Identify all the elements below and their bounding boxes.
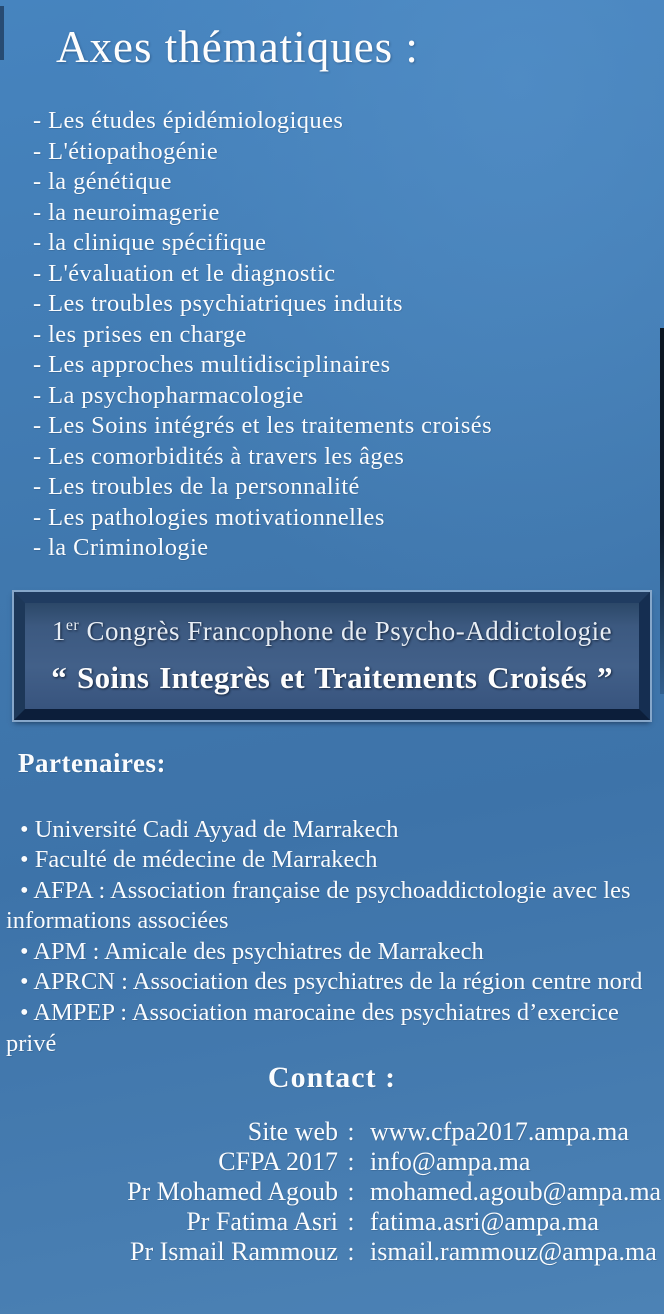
theme-item: - Les pathologies motivationnelles bbox=[33, 503, 385, 531]
theme-item: - les prises en charge bbox=[33, 320, 247, 348]
congress-banner bbox=[14, 592, 650, 720]
contact-row-separator: : bbox=[347, 1177, 355, 1207]
theme-item: - Les troubles psychiatriques induits bbox=[33, 290, 403, 317]
contact-row-separator: : bbox=[347, 1237, 355, 1267]
partner-item: • Faculté de médecine de Marrakech bbox=[20, 846, 378, 874]
theme-item: - Les troubles de la personnalité bbox=[33, 473, 360, 500]
contact-rows bbox=[0, 1117, 664, 1267]
contact-row-separator: : bbox=[347, 1117, 355, 1147]
theme-item: - la neuroimagerie bbox=[33, 198, 220, 226]
themes-list bbox=[33, 106, 664, 564]
congress-banner-title bbox=[52, 616, 612, 647]
partner-item: • AFPA : Association française de psychoaddictologie avec les informations associées bbox=[6, 876, 631, 935]
page-title: Axes thématiques : bbox=[56, 22, 419, 72]
theme-item: - La psychopharmacologie bbox=[33, 381, 304, 409]
theme-item: - la Criminologie bbox=[33, 534, 209, 561]
theme-item: - la génétique bbox=[33, 168, 172, 195]
partner-item: • APM : Amicale des psychiatres de Marrakech bbox=[20, 937, 484, 965]
contact-row-value: mohamed.agoub@ampa.ma bbox=[370, 1177, 662, 1207]
contact-row-value: fatima.asri@ampa.ma bbox=[370, 1207, 599, 1237]
theme-item: - L'évaluation et le diagnostic bbox=[33, 259, 336, 287]
partner-item: • Université Cadi Ayyad de Marrakech bbox=[20, 815, 399, 843]
theme-item: - Les études épidémiologiques bbox=[33, 107, 344, 134]
contact-row-value: www.cfpa2017.ampa.ma bbox=[370, 1117, 629, 1147]
theme-item: - Les comorbidités à travers les âges bbox=[33, 442, 405, 470]
congress-number: 1 bbox=[51, 615, 66, 646]
congress-banner-theme: “ Soins Integrès et Traitements Croisés ” bbox=[51, 659, 613, 695]
contact-row-label: CFPA 2017 bbox=[218, 1147, 338, 1177]
contact-row-separator: : bbox=[347, 1207, 355, 1237]
contact-row-separator: : bbox=[347, 1147, 355, 1177]
contact-heading: Contact : bbox=[267, 1061, 397, 1095]
partners-list bbox=[0, 815, 652, 1060]
theme-item: - L'étiopathogénie bbox=[33, 137, 219, 165]
theme-item: - Les Soins intégrés et les traitements croisés bbox=[33, 412, 493, 439]
contact-row-value: ismail.rammouz@ampa.ma bbox=[370, 1237, 657, 1267]
partner-item: • APRCN : Association des psychiatres de la région centre nord bbox=[20, 968, 643, 996]
contact-row-label: Pr Ismail Rammouz bbox=[130, 1237, 338, 1267]
contact-row-label: Site web bbox=[247, 1117, 338, 1147]
congress-ordinal: er bbox=[65, 616, 80, 634]
partners-heading: Partenaires: bbox=[18, 747, 166, 778]
theme-item: - Les approches multidisciplinaires bbox=[33, 351, 391, 378]
contact-row-label: Pr Fatima Asri bbox=[186, 1207, 338, 1237]
theme-item: - la clinique spécifique bbox=[33, 229, 267, 256]
contact-row-value: info@ampa.ma bbox=[370, 1147, 531, 1177]
congress-title-text: Congrès Francophone de Psycho-Addictologie bbox=[79, 615, 613, 646]
contact-row-label: Pr Mohamed Agoub bbox=[127, 1177, 338, 1207]
partner-item: • AMPEP : Association marocaine des psychiatres d’exercice privé bbox=[6, 999, 619, 1057]
